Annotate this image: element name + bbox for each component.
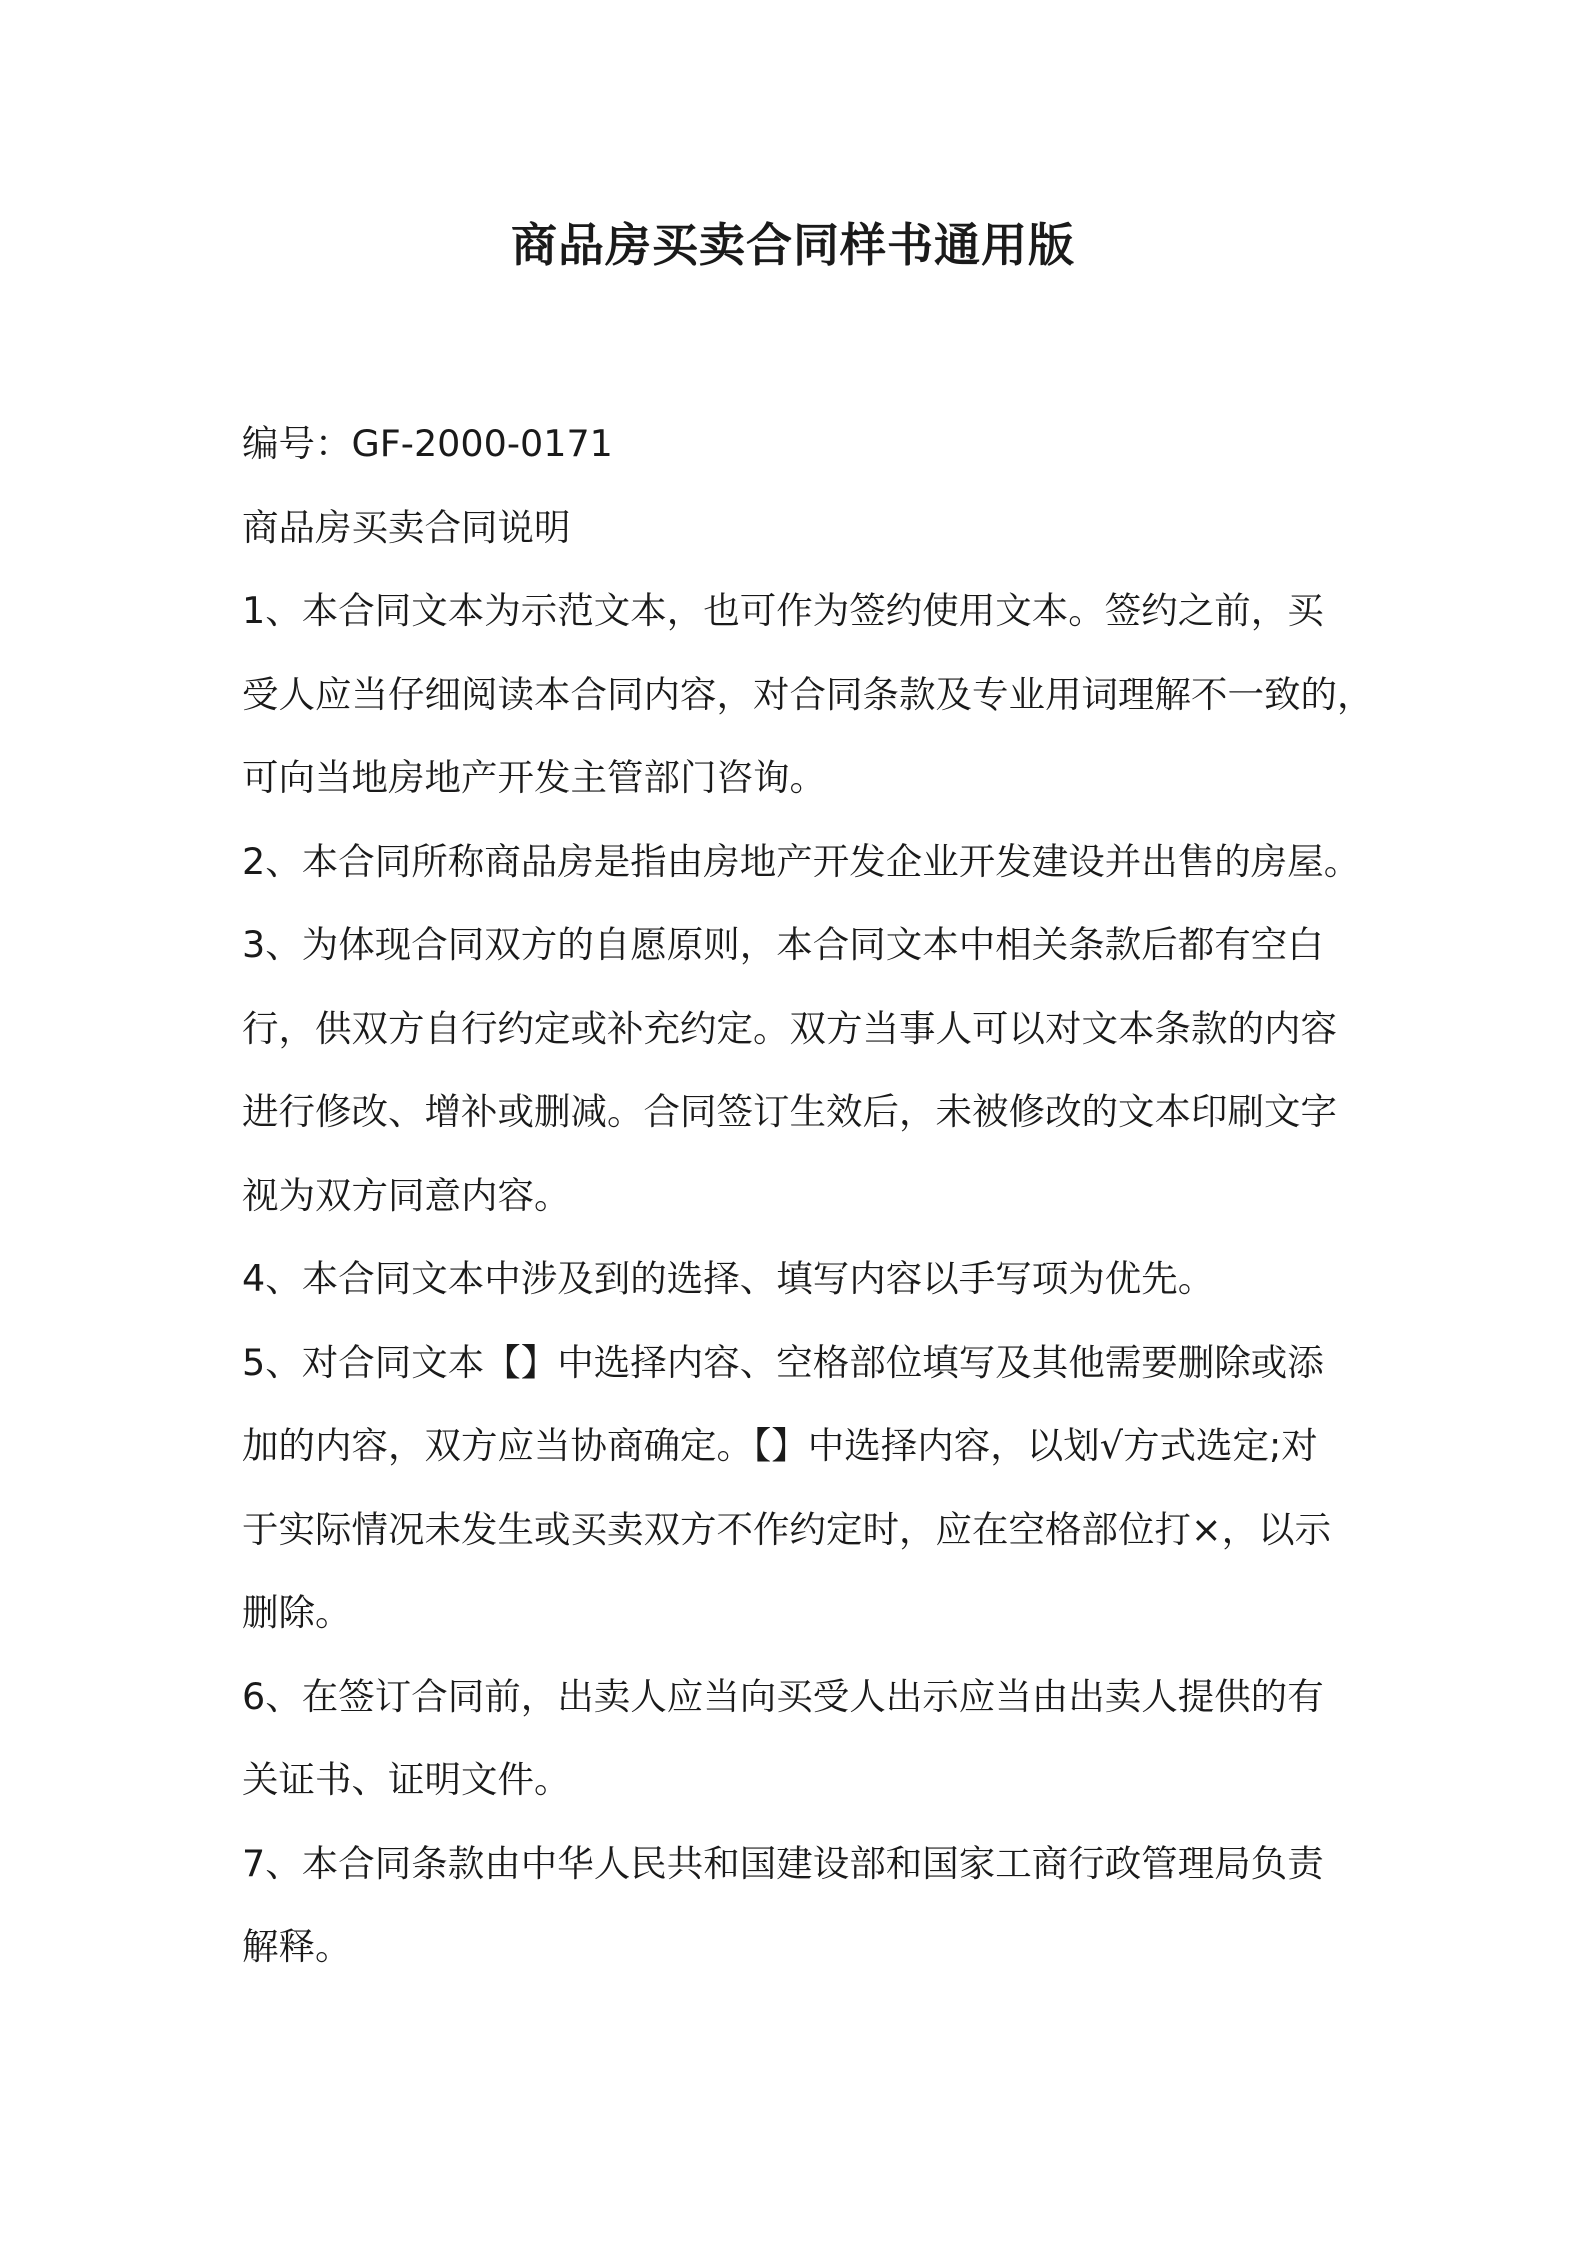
text-line: 删除。 <box>242 1591 352 1634</box>
text-line: 2、本合同所称商品房是指由房地产开发企业开发建设并出售的房屋。 <box>242 839 1361 883</box>
text-line: 受人应当仔细阅读本合同内容，对合同条款及专业用词理解不一致的， <box>242 672 1374 716</box>
section-heading: 商品房买卖合同说明 <box>242 505 571 549</box>
text-line: 7、本合同条款由中华人民共和国建设部和国家工商行政管理局负责 <box>242 1841 1324 1885</box>
text-line: 于实际情况未发生或买卖双方不作约定时，应在空格部位打×，以示 <box>242 1507 1332 1551</box>
document-body <box>242 402 1374 1989</box>
text-line: 6、在签订合同前，出卖人应当向买受人出示应当由出卖人提供的有 <box>242 1674 1324 1718</box>
document-title: 商品房买卖合同样书通用版 <box>511 218 1075 272</box>
text-line: 行，供双方自行约定或补充约定。双方当事人可以对文本条款的内容 <box>242 1006 1337 1050</box>
text-line: 加的内容，双方应当协商确定。【】中选择内容，以划√方式选定;对 <box>242 1424 1318 1467</box>
text-line: 3、为体现合同双方的自愿原则，本合同文本中相关条款后都有空白 <box>242 923 1324 966</box>
text-line: 5、对合同文本【】中选择内容、空格部位填写及其他需要删除或添 <box>242 1340 1324 1384</box>
text-line: 视为双方同意内容。 <box>242 1173 571 1217</box>
text-line: 解释。 <box>242 1925 352 1968</box>
text-line: 4、本合同文本中涉及到的选择、填写内容以手写项为优先。 <box>242 1257 1215 1300</box>
contract-number: 编号：GF-2000-0171 <box>242 422 613 465</box>
text-line: 可向当地房地产开发主管部门咨询。 <box>242 756 826 799</box>
text-line: 进行修改、增补或删减。合同签订生效后，未被修改的文本印刷文字 <box>242 1090 1337 1133</box>
text-line: 1、本合同文本为示范文本，也可作为签约使用文本。签约之前，买 <box>242 589 1324 632</box>
text-line: 关证书、证明文件。 <box>242 1758 571 1801</box>
